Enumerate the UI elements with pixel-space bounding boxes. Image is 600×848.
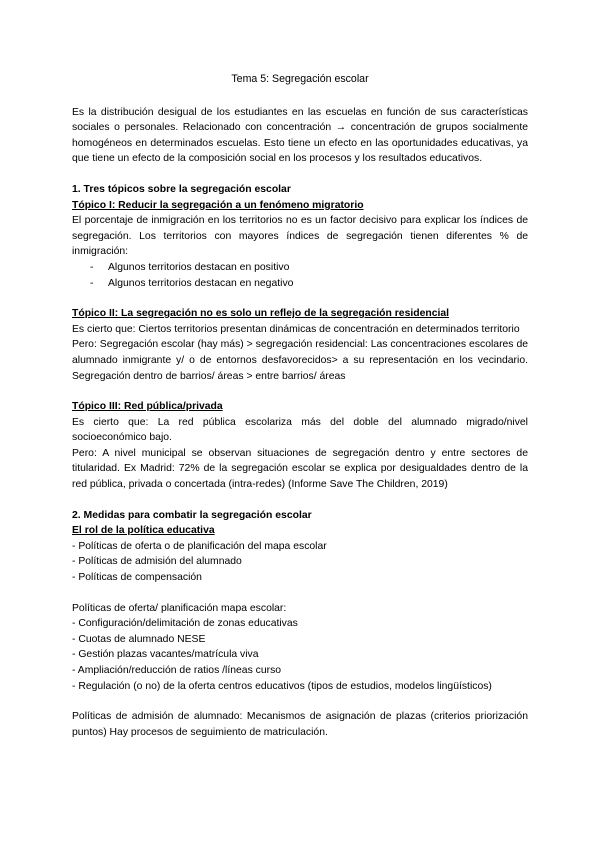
topic-2-heading: Tópico II: La segregación no es solo un reflejo de la segregación residencial (72, 308, 450, 320)
spacer (72, 694, 528, 709)
section-2-heading: 2. Medidas para combatir la segregación escolar (72, 509, 312, 521)
topic-3-pero: Pero: A nivel municipal se observan situaciones de segregación dentro y entre sectores de titularidad. Ex Madrid: 72% de la segregación escolar se explica por desigualdades dentro de la red pública, privada o concertada (intra-redes) (Informe Save The Children, 2019) (72, 447, 528, 491)
oferta-line: - Gestión plazas vacantes/matrícula viva (72, 649, 259, 661)
topic-2-cierto: Es cierto que: Ciertos territorios presentan dinámicas de concentración en determinados territorio (72, 323, 520, 335)
topic-2-pero: Pero: Segregación escolar (hay más) > segregación residencial: Las concentraciones escolares de alumnado inmigrante y/ o de entornos desfavorecidos> a su representación en los vecindario. Segregación dentro de barrios/ áreas > entre barrios/ áreas (72, 339, 528, 382)
intro-paragraph: Es la distribución desigual de los estudiantes en las escuelas en función de sus características sociales o personales. Relacionado con concentración → concentración de grupos socialmente homogéneos en determinados escuelas. Esto tiene un efecto en las oportunidades educativas, ya que tiene un efecto de la composición social en los procesos y los resultados educativos. (72, 106, 528, 165)
oferta-heading: Políticas de oferta/ planificación mapa escolar: (72, 602, 287, 614)
policy-line: - Políticas de admisión del alumnado (72, 556, 242, 568)
list-item: - Algunos territorios destacan en positivo (88, 260, 528, 276)
admision-paragraph: Políticas de admisión de alumnado: Mecanismos de asignación de plazas (criterios priorización puntos) Hay procesos de seguimiento de matriculación. (72, 711, 528, 738)
document-page (72, 72, 528, 740)
spacer (72, 384, 528, 399)
spacer (72, 586, 528, 601)
topic-1-text: El porcentaje de inmigración en los territorios no es un factor decisivo para explicar los índices de segregación. Los territorios con mayores índices de segregación tienen diferentes % de inmigración: (72, 215, 528, 258)
spacer (72, 493, 528, 508)
topic-3-cierto: Es cierto que: La red pública escolariza más del doble del alumnado migrado/nivel socioeconómico bajo. (72, 416, 528, 444)
spacer (72, 167, 528, 182)
page-title: Tema 5: Segregación escolar (231, 73, 369, 85)
oferta-line: - Cuotas de alumnado NESE (72, 633, 206, 645)
list-item: - Algunos territorios destacan en negativo (88, 276, 528, 292)
oferta-line: - Configuración/delimitación de zonas educativas (72, 618, 298, 630)
spacer (72, 291, 528, 306)
topic-1-list (72, 260, 528, 291)
topic-3-heading: Tópico III: Red pública/privada (72, 401, 223, 413)
topic-1-heading: Tópico I: Reducir la segregación a un fenómeno migratorio (72, 199, 364, 211)
oferta-line: - Ampliación/reducción de ratios /líneas curso (72, 665, 282, 676)
section-1-heading: 1. Tres tópicos sobre la segregación escolar (72, 183, 291, 195)
oferta-line: - Regulación (o no) de la oferta centros educativos (tipos de estudios, modelos lingüísticos) (72, 680, 492, 692)
policy-line: - Políticas de compensación (72, 572, 202, 584)
policy-line: - Políticas de oferta o de planificación del mapa escolar (72, 540, 327, 552)
section-2-subheading: El rol de la política educativa (72, 525, 215, 537)
